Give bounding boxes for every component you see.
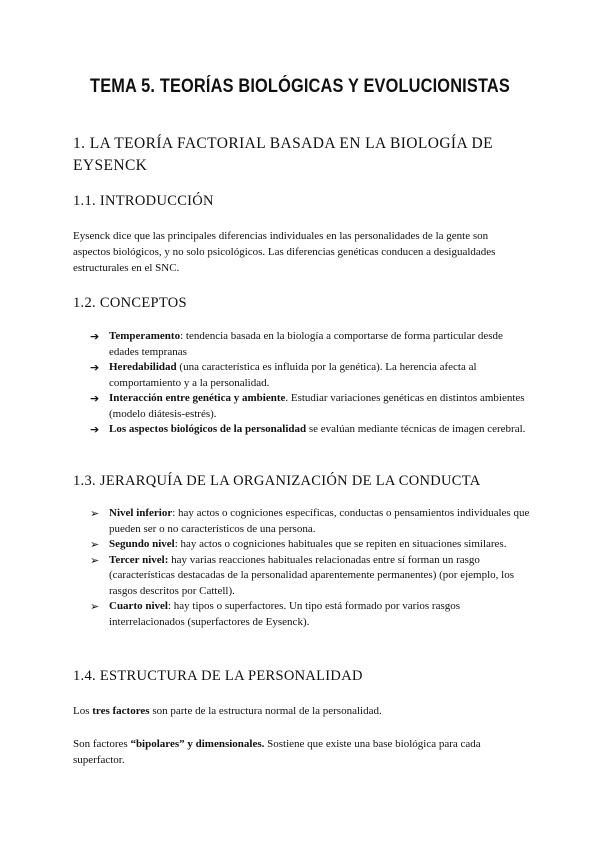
list-item: ➔ Temperamento: tendencia basada en la biología a comportarse de forma particular desde edades tempranas (90, 330, 503, 358)
list-item-text: se evalúan mediante técnicas de imagen cerebral. (308, 423, 526, 435)
arrowhead-bullet-icon: ➢ (90, 507, 100, 520)
list-item-text: (una característica es influida por la genética). La herencia afecta al comportamiento y a la personalidad. (109, 361, 477, 389)
list-item-term: Tercer nivel: (109, 553, 169, 566)
intro-paragraph: Eysenck dice que las principales diferencias individuales en las personalidades de la gente son aspectos biológicos, y no solo psicológicos. Las diferencias genéticas conducen a desigualdades estructurales en el SNC. (73, 230, 496, 274)
list-item-term: Nivel inferior (109, 507, 173, 519)
list-item-text: hay tipos o superfactores. Un tipo está formado por varios rasgos interrelacionados (superfactores de Eysenck). (109, 600, 461, 628)
list-item (90, 360, 530, 391)
hierarchy-list (90, 506, 530, 630)
list-item: ➢ Nivel inferior: hay actos o cogniciones específicas, conductas o pensamientos individuales que pueden ser o no característicos de una persona. (90, 507, 530, 535)
subsection-heading-introduccion: 1.1. INTRODUCCIÓN (73, 193, 214, 209)
list-item-term: Cuarto nivel (109, 600, 168, 612)
section-heading-eysenck: 1. LA TEORÍA FACTORIAL BASADA EN LA BIOLOGÍA DE EYSENCK (73, 135, 493, 174)
concepts-list (90, 329, 530, 438)
list-item: ➢ Cuarto nivel: hay tipos o superfactores. Un tipo está formado por varios rasgos interrelacionados (superfactores de Eysenck). (90, 600, 461, 628)
list-item-term: Los aspectos biológicos de la personalidad (109, 423, 307, 435)
subsection-heading-jerarquia: 1.3. JERARQUÍA DE LA ORGANIZACIÓN DE LA CONDUCTA (73, 473, 481, 489)
list-item-term: Interacción entre genética y ambiente (109, 392, 286, 404)
arrow-bullet-icon: ➔ (90, 330, 100, 343)
list-item: ➔ Interacción entre genética y ambiente. Estudiar variaciones genéticas en distintos ambientes (modelo diátesis-estrés). (90, 392, 525, 420)
structure-paragraph-1: Los tres factores son parte de la estructura normal de la personalidad. (73, 705, 382, 717)
subsection-heading-estructura: 1.4. ESTRUCTURA DE LA PERSONALIDAD (73, 668, 363, 684)
list-item-text: hay varias reacciones habituales relacionadas entre sí forman un rasgo (características destacadas de la personalidad aparentemente permanentes) (por ejemplo, los rasgos descritos por Cattell). (109, 553, 514, 597)
page-title: TEMA 5. TEORÍAS BIOLÓGICAS Y EVOLUCIONISTAS (90, 76, 510, 97)
list-item-text: tendencia basada en la biología a comportarse de forma particular desde edades tempranas (109, 330, 503, 358)
structure-paragraph-2: Son factores “bipolares” y dimensionales. Sostiene que existe una base biológica para cada superfactor. (73, 738, 481, 766)
list-item-term: Heredabilidad (109, 361, 177, 373)
list-item-text: hay actos o cogniciones habituales que se repiten en situaciones similares. (180, 538, 507, 550)
list-item-term: Temperamento (109, 330, 181, 342)
list-item-text: Estudiar variaciones genéticas en distintos ambientes (modelo diátesis-estrés). (109, 392, 525, 420)
list-item (90, 422, 530, 438)
arrowhead-bullet-icon: ➢ (90, 553, 100, 567)
list-item (90, 553, 530, 600)
list-item-text: hay actos o cogniciones específicas, conductas o pensamientos individuales que pueden ser o no característicos de una persona. (109, 507, 530, 535)
list-item-term: Segundo nivel (109, 538, 175, 550)
list-item: ➢ Segundo nivel: hay actos o cogniciones habituales que se repiten en situaciones similares. (90, 538, 507, 551)
arrow-bullet-icon: ➔ (90, 392, 100, 405)
arrow-bullet-icon: ➔ (90, 423, 100, 436)
arrow-bullet-icon: ➔ (90, 361, 100, 374)
subsection-heading-conceptos: 1.2. CONCEPTOS (73, 295, 187, 311)
arrowhead-bullet-icon: ➢ (90, 600, 100, 613)
arrowhead-bullet-icon: ➢ (90, 538, 100, 551)
